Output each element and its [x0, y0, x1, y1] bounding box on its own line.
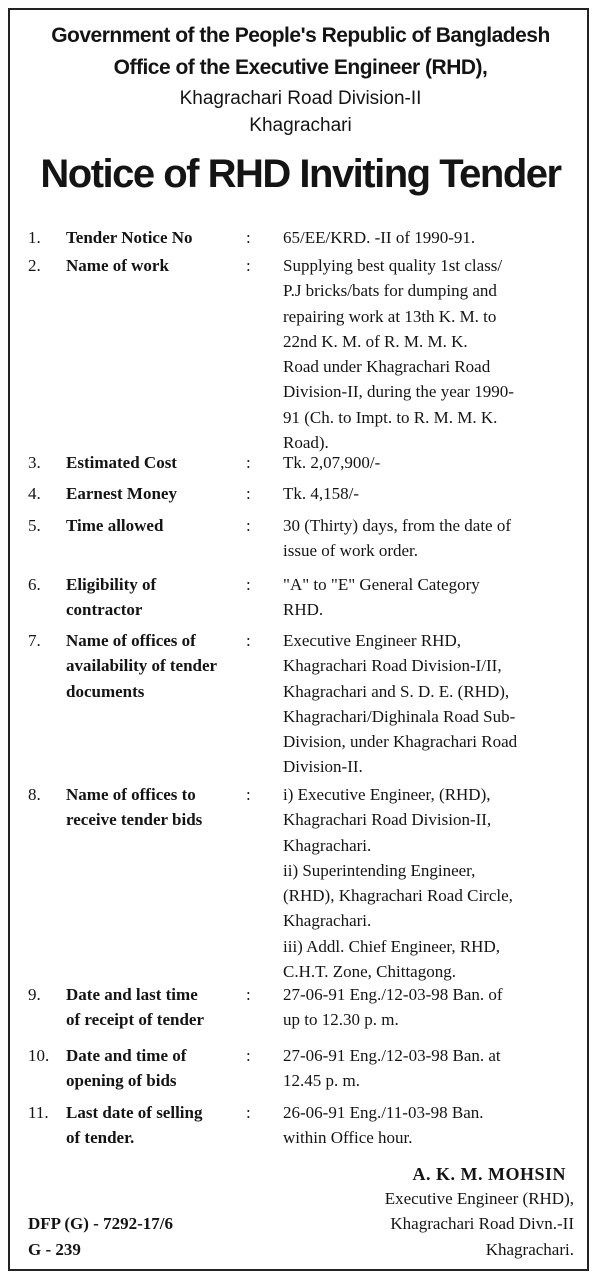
item-label: Date and time of opening of bids [66, 1046, 187, 1091]
item-colon: : [246, 228, 251, 247]
item-label: Earnest Money [66, 484, 177, 503]
signatory-office: Khagrachari Road Divn.-II [390, 1214, 574, 1233]
header-division: Khagrachari Road Division-II [179, 88, 422, 109]
item-value: Supplying best quality 1st class/ P.J bricks/bats for dumping and repairing work at 13th K. M. to 22nd K. M. of R. M. M. K. Road under Khagrachari Road Division-II, during the year 1990- 91 (Ch. to Impt. to R. M. M. K. Road). [283, 256, 514, 453]
item-colon: : [246, 1046, 251, 1065]
item-value: "A" to "E" General Category RHD. [283, 575, 480, 620]
item-number: 10. [28, 1046, 50, 1065]
item-colon: : [246, 785, 251, 804]
item-label: Name of offices to receive tender bids [66, 785, 203, 830]
header-government: Government of the People's Republic of Bangladesh [51, 24, 550, 47]
signatory-name: A. K. M. MOHSIN [412, 1164, 566, 1184]
item-colon: : [246, 516, 251, 535]
item-colon: : [246, 484, 251, 503]
signatory-location: Khagrachari. [485, 1240, 574, 1259]
item-value: 26-06-91 Eng./11-03-98 Ban. within Office hour. [283, 1103, 484, 1148]
item-label: Tender Notice No [66, 228, 193, 247]
item-colon: : [246, 453, 251, 472]
item-label: Last date of selling of tender. [66, 1103, 203, 1148]
item-number: 9. [28, 985, 41, 1004]
item-label: Name of offices of availability of tender documents [66, 631, 218, 701]
item-value: Executive Engineer RHD, Khagrachari Road Division-I/II, Khagrachari and S. D. E. (RHD), Khagrachari/Dighinala Road Sub- Division, under Khagrachari Road Division-II. [283, 631, 518, 777]
item-value: i) Executive Engineer, (RHD), Khagrachari Road Division-II, Khagrachari. ii) Superintending Engineer, (RHD), Khagrachari Road Circle, Khagrachari. iii) Addl. Chief Engineer, RHD, C.H.T. Zone, Chittagong. [283, 785, 513, 982]
item-number: 6. [28, 575, 41, 594]
item-number: 11. [28, 1103, 49, 1122]
item-colon: : [246, 256, 251, 275]
header-location: Khagrachari [249, 115, 352, 136]
item-value: 27-06-91 Eng./12-03-98 Ban. at 12.45 p. m. [283, 1046, 501, 1091]
header-office: Office of the Executive Engineer (RHD), [113, 56, 488, 79]
item-colon: : [246, 1103, 251, 1122]
item-value: Tk. 2,07,900/- [283, 453, 381, 472]
notice-title: Notice of RHD Inviting Tender [40, 152, 561, 196]
item-number: 8. [28, 785, 41, 804]
item-label: Date and last time of receipt of tender [66, 985, 204, 1030]
item-value: 65/EE/KRD. -II of 1990-91. [283, 228, 476, 247]
item-number: 1. [28, 228, 41, 247]
item-value: Tk. 4,158/- [283, 484, 360, 503]
dfp-reference: DFP (G) - 7292-17/6 [28, 1214, 173, 1233]
item-label: Time allowed [66, 516, 164, 535]
item-label: Eligibility of contractor [66, 575, 157, 620]
item-colon: : [246, 985, 251, 1004]
item-colon: : [246, 631, 251, 650]
item-number: 4. [28, 484, 41, 503]
g-reference: G - 239 [28, 1240, 81, 1259]
item-label: Estimated Cost [66, 453, 177, 472]
item-number: 7. [28, 631, 41, 650]
item-number: 2. [28, 256, 41, 275]
item-value: 30 (Thirty) days, from the date of issue of work order. [283, 516, 512, 561]
item-value: 27-06-91 Eng./12-03-98 Ban. of up to 12.30 p. m. [283, 985, 503, 1030]
item-number: 3. [28, 453, 41, 472]
item-number: 5. [28, 516, 41, 535]
item-label: Name of work [66, 256, 169, 275]
signatory-title: Executive Engineer (RHD), [384, 1189, 574, 1208]
item-colon: : [246, 575, 251, 594]
